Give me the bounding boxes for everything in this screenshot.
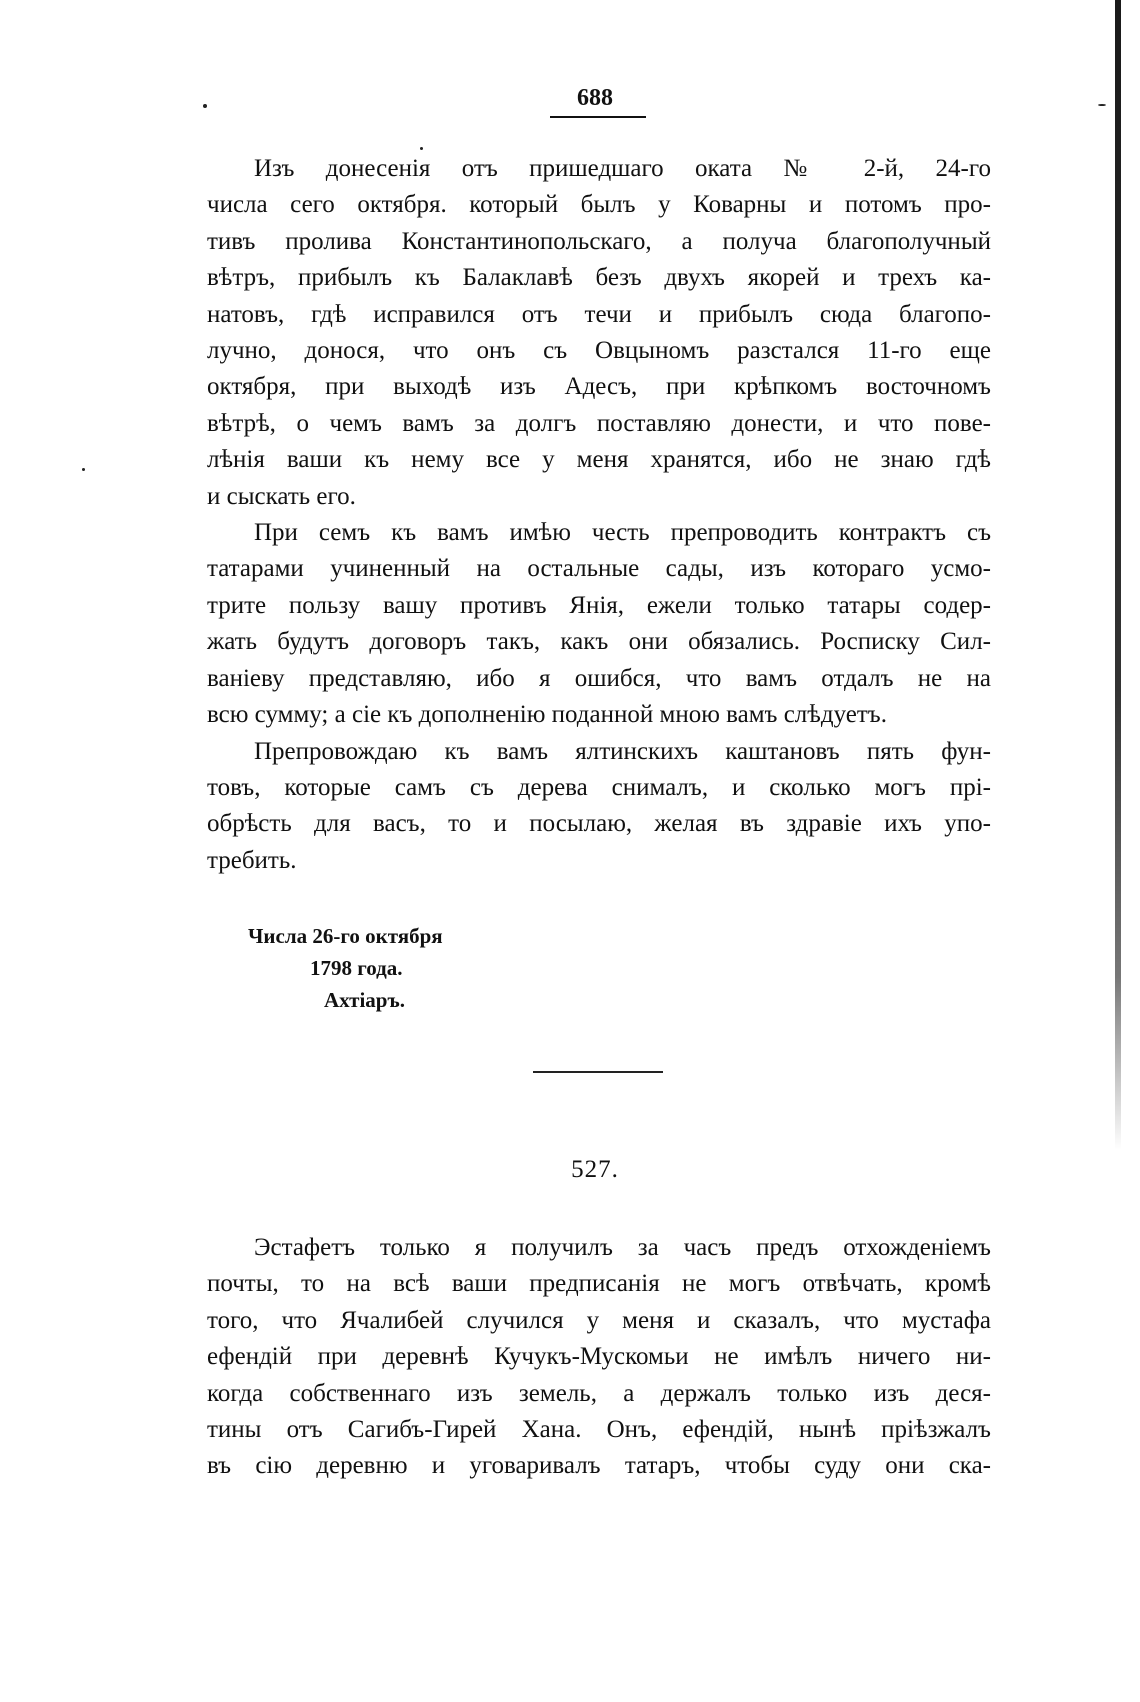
text-line: тины отъ Сагибъ-Гирей Хана. Онъ, ефендій, нынѣ пріѣзжалъ <box>207 1416 991 1444</box>
text-line: всю сумму; а сіе къ дополненію поданной мною вамъ слѣдуетъ. <box>207 701 887 729</box>
scan-edge-shadow <box>1115 0 1121 1150</box>
text-line: Изъ донесенія отъ пришедшаго оката № 2-й, 24-го <box>254 155 991 182</box>
text-line: жать будутъ договоръ такъ, какъ они обязались. Росписку Сил- <box>207 628 991 656</box>
text-line: тивъ пролива Константинопольскаго, а получа благополучный <box>207 227 991 255</box>
paragraph <box>207 734 991 880</box>
paragraph <box>207 151 991 515</box>
signature-year: 1798 года. <box>310 956 403 980</box>
signature-date: Числа 26-го октября <box>248 924 443 948</box>
letter-526-body <box>207 151 991 879</box>
scan-speck <box>1118 320 1121 350</box>
text-line: числа сего октября. который былъ у Коварны и потомъ про- <box>207 191 991 219</box>
text-line: ефендій при деревнѣ Кучукъ-Мускомьи не имѣлъ ничего ни- <box>207 1343 991 1371</box>
text-line: обрѣсть для васъ, то и посылаю, желая въ здравіе ихъ упо- <box>207 810 991 838</box>
paragraph <box>207 1230 991 1485</box>
text-line: когда собственнаго изъ земель, а держалъ только изъ деся- <box>207 1379 991 1407</box>
text-line: и сыскать его. <box>207 482 356 510</box>
scan-speck <box>1098 104 1106 106</box>
text-line: товъ, которые самъ съ дерева снималъ, и сколько могъ прі- <box>207 773 991 801</box>
text-line: натовъ, гдѣ исправился отъ течи и прибылъ сюда благопо- <box>207 300 991 328</box>
letter-number: 527. <box>571 1156 619 1183</box>
scan-speck <box>82 468 85 471</box>
text-line: почты, то на всѣ ваши предписанія не могъ отвѣчать, кромѣ <box>207 1270 991 1298</box>
letter-527-body <box>207 1230 991 1485</box>
text-line: Препровождаю къ вамъ ялтинскихъ каштановъ пять фун- <box>254 737 991 765</box>
signature-place: Ахтіаръ. <box>324 988 405 1012</box>
text-line: октября, при выходѣ изъ Адесъ, при крѣпкомъ восточномъ <box>207 373 991 401</box>
text-line: лучно, донося, что онъ съ Овцыномъ разстался 11-го еще <box>207 337 991 365</box>
text-line: татарами учиненный на остальные сады, изъ котораго усмо- <box>207 555 991 583</box>
text-line: Эстафетъ только я получилъ за часъ предъ отхожденіемъ <box>254 1234 991 1261</box>
scan-speck <box>420 147 423 150</box>
section-divider <box>533 1071 663 1073</box>
scan-speck <box>203 104 207 108</box>
text-line: требить. <box>207 846 297 874</box>
text-line: вѣтрѣ, о чемъ вамъ за долгъ поставляю донести, и что пове- <box>207 409 991 437</box>
page-number: 688 <box>577 85 613 111</box>
text-line: При семъ къ вамъ имѣю честь препроводить контрактъ съ <box>254 519 991 547</box>
text-line: того, что Ячалибей случился у меня и сказалъ, что мустафа <box>207 1306 991 1334</box>
text-line: лѣнія ваши къ нему все у меня хранятся, ибо не знаю гдѣ <box>207 446 991 474</box>
text-line: ваніеву представляю, ибо я ошибся, что вамъ отдалъ не на <box>207 664 991 692</box>
text-line: вѣтръ, прибылъ къ Балаклавѣ безъ двухъ якорей и трехъ ка- <box>207 264 991 292</box>
text-line: въ сію деревню и уговаривалъ татаръ, чтобы суду они ска- <box>207 1452 991 1480</box>
page-number-underline <box>550 116 646 118</box>
text-line: трите пользу вашу противъ Янія, ежели только татары содер- <box>207 591 991 619</box>
paragraph <box>207 515 991 733</box>
letter-526-signature <box>248 920 443 1016</box>
